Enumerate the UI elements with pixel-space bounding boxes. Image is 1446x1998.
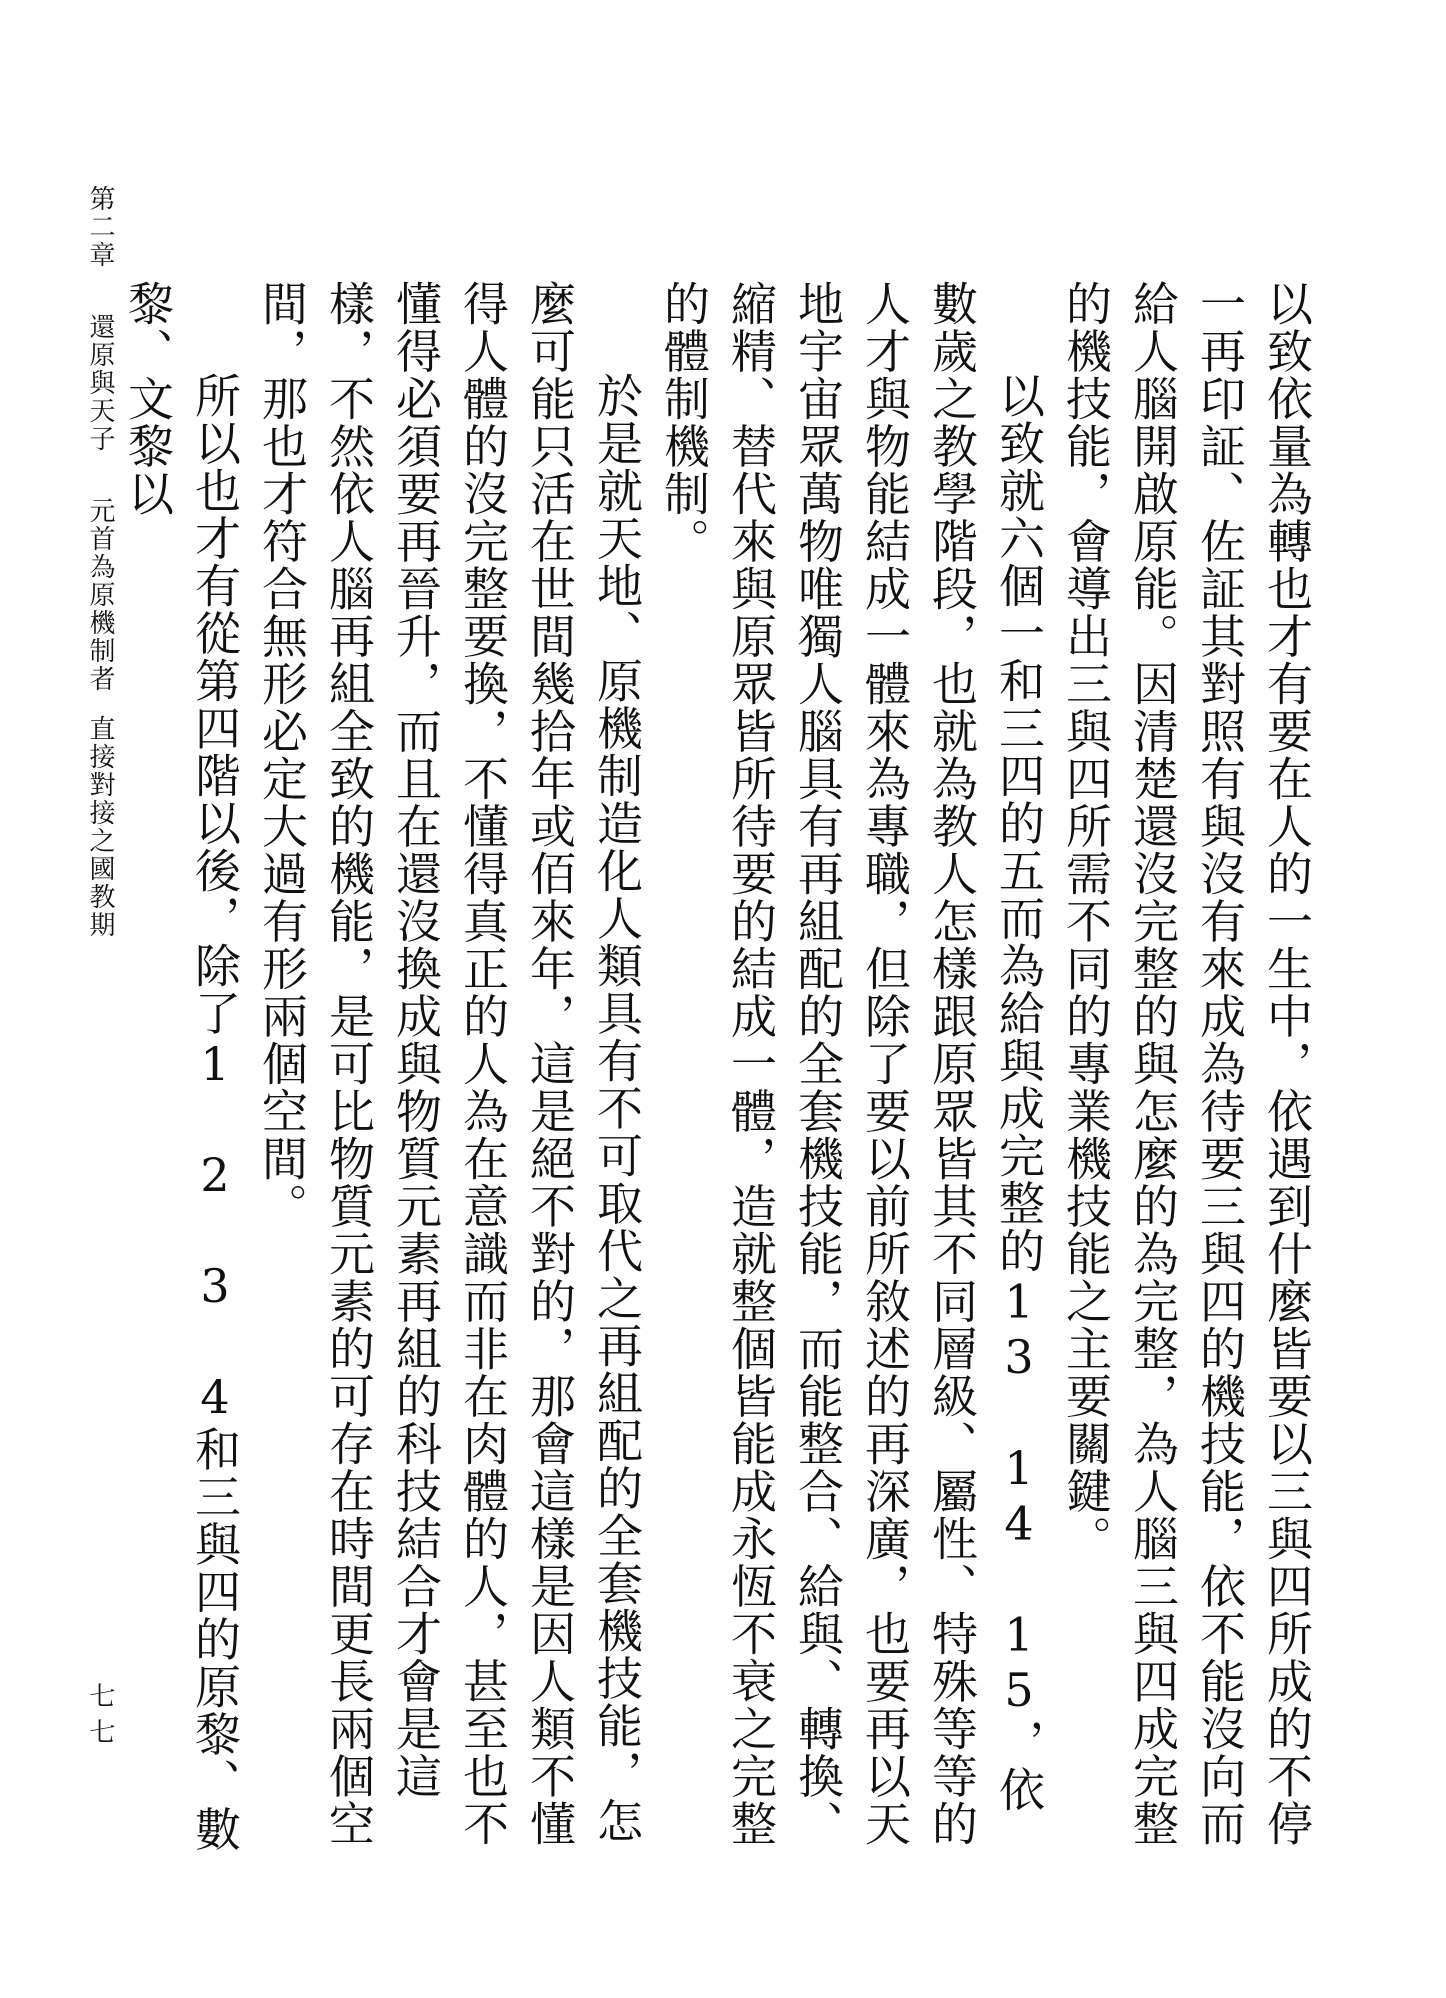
paragraph-4: 所以也才有從第四階以後，除了1 2 3 4和三與四的原黎、數黎、文黎以: [121, 280, 242, 1853]
paragraph-3: 於是就天地、原機制造化人類具有不可取代之再組配的全套機技能，怎麼可能只活在世間幾拾年或佰來年，這是絕不對的，那會這樣是因人類不懂得人體的沒完整要換，不懂得真正的人為在意識而非在肉體的人，甚至也不懂得必須要再晉升，而且在還沒換成與物質元素再組的科技結合才會是這樣，不然依人腦再組全致的機能，是可比物質元素的可存在時間更長兩個空間，那也才符合無形必定大過有形兩個空間。: [255, 280, 644, 1848]
paragraph-1: 以致依量為轉也才有要在人的一生中，依遇到什麼皆要以三與四所成的不停一再印証、佐証其對照有與沒有來成為待要三與四的機技能，依不能沒向而給人腦開啟原能。因清楚還沒完整的與怎麼的為完整，為人腦三與四成完整的機技能，會導出三與四所需不同的專業機技能之主要關鍵。: [1059, 280, 1314, 1848]
body-text: [121, 280, 1320, 1860]
running-header-subsection: 直接對接之國教期: [85, 715, 115, 939]
running-header-section: 元首為原機制者: [85, 497, 115, 693]
running-header: [80, 185, 120, 1205]
page-number: 七七: [85, 1682, 115, 1754]
paragraph-2: 以致就六個一和三四的五而為給與成完整的13 14 15，依數歲之教學階段，也就為教人怎樣跟原眾皆其不同層級、屬性、特殊等等的人才與物能結成一體來為專職，但除了要以前所敘述的再深廣，也要再以天地宇宙眾萬物唯獨人腦具有再組配的全套機技能，而能整合、給與、轉換、縮精、替代來與原眾皆所待要的結成一體，造就整個皆能成永恆不衰之完整的體制機制。: [657, 280, 1046, 1848]
running-header-chapter: 第二章: [85, 185, 115, 269]
running-header-chapter-title: 還原與天子: [85, 313, 115, 453]
